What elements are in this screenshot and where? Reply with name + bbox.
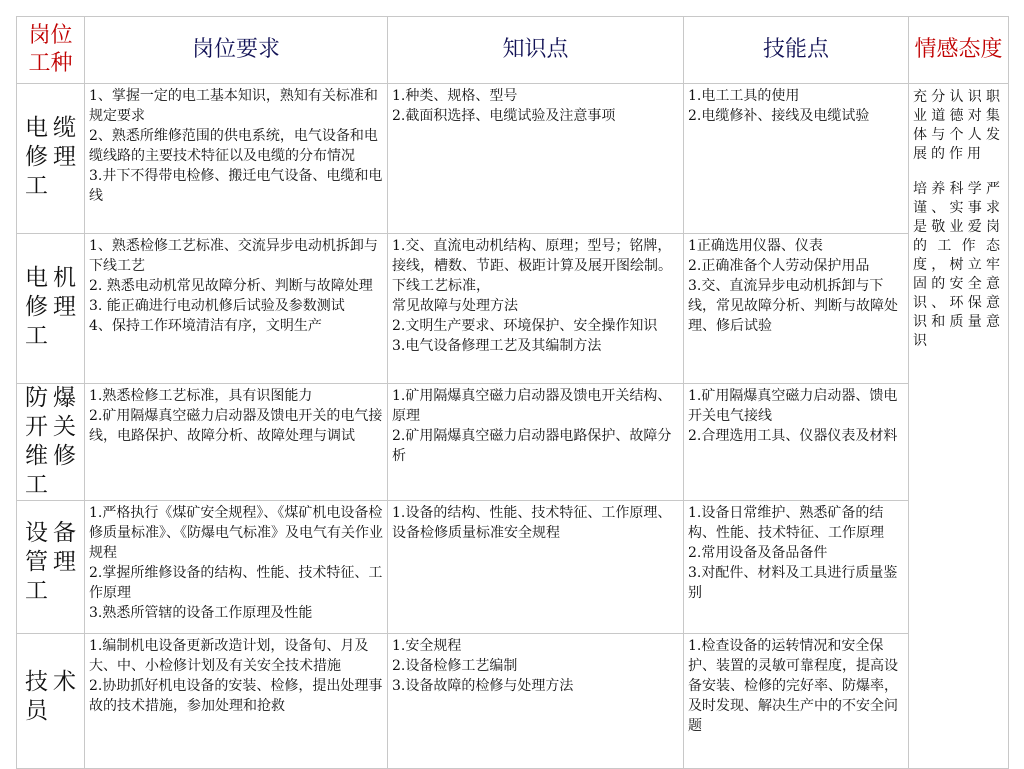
requirements-cell — [85, 384, 388, 501]
requirements-cell — [85, 234, 388, 384]
skills-cell — [684, 384, 909, 501]
skill-item: 1.矿用隔爆真空磁力启动器、馈电开关电气接线 — [688, 388, 898, 424]
requirements-cell — [85, 634, 388, 769]
attitude-item: 培养科学严谨、实事求是敬业爱岗的工作态度，树立牢固的安全意识、环保意识和质量意识 — [913, 181, 1004, 349]
knowledge-item: 1.矿用隔爆真空磁力启动器及馈电开关结构、原理 — [392, 388, 672, 424]
requirement-item: 1.严格执行《煤矿安全规程》、《煤矿机电设备检修质量标准》、《防爆电气标准》及电气有关作业规程 — [89, 505, 383, 561]
requirement-item: 3. 能正确进行电动机修后试验及参数测试 — [89, 298, 345, 314]
skill-item: 3.交、直流异步电动机拆卸与下线，常见故障分析、判断与故障处理、修后试验 — [688, 278, 898, 334]
job-type-cell: 电机修理工 — [17, 234, 85, 384]
skill-item: 2.电缆修补、接线及电缆试验 — [688, 108, 870, 124]
requirements-cell — [85, 84, 388, 234]
header-attitude: 情感态度 — [909, 17, 1009, 84]
skill-item: 1.检查设备的运转情况和安全保护、装置的灵敏可靠程度，提高设备安装、检修的完好率、防爆率，及时发现、解决生产中的不安全问题 — [688, 638, 898, 734]
table-row — [17, 384, 1009, 501]
requirement-item: 2.矿用隔爆真空磁力启动器及馈电开关的电气接线，电路保护、故障分析、故障处理与调试 — [89, 408, 383, 444]
requirement-item: 4、保持工作环境清洁有序，文明生产 — [89, 318, 322, 334]
knowledge-item: 1.安全规程 — [392, 638, 462, 654]
requirement-item: 1.编制机电设备更新改造计划，设备旬、月及大、中、小检修计划及有关安全技术措施 — [89, 638, 369, 674]
knowledge-cell — [388, 384, 684, 501]
skills-cell — [684, 234, 909, 384]
knowledge-cell — [388, 84, 684, 234]
requirement-item: 2.协助抓好机电设备的安装、检修，提出处理事故的技术措施，参加处理和抢救 — [89, 678, 383, 714]
skill-item: 3.对配件、材料及工具进行质量鉴别 — [688, 565, 898, 601]
header-skills: 技能点 — [684, 17, 909, 84]
job-type-cell: 防爆开关维修工 — [17, 384, 85, 501]
knowledge-item: 2.文明生产要求、环境保护、安全操作知识 — [392, 318, 658, 334]
requirement-item: 2. 熟悉电动机常见故障分析、判断与故障处理 — [89, 278, 373, 294]
header-job-type: 岗位工种 — [17, 17, 85, 84]
knowledge-item: 1.设备的结构、性能、技术特征、工作原理、设备检修质量标准安全规程 — [392, 505, 672, 541]
skills-cell — [684, 84, 909, 234]
knowledge-item: 2.截面积选择、电缆试验及注意事项 — [392, 108, 616, 124]
header-knowledge: 知识点 — [388, 17, 684, 84]
knowledge-cell — [388, 634, 684, 769]
table-row — [17, 234, 1009, 384]
requirement-item: 2.掌握所维修设备的结构、性能、技术特征、工作原理 — [89, 565, 383, 601]
header-requirements: 岗位要求 — [85, 17, 388, 84]
attitude-item: 充分认识职业道德对集体与个人发展的作用 — [913, 89, 1004, 162]
header-row — [17, 17, 1009, 84]
job-skills-table — [16, 16, 1009, 769]
attitude-cell — [909, 84, 1009, 769]
requirement-item: 1、掌握一定的电工基本知识，熟知有关标准和规定要求 — [89, 88, 378, 124]
skills-cell — [684, 501, 909, 634]
requirement-item: 1、熟悉检修工艺标准、交流异步电动机拆卸与下线工艺 — [89, 238, 378, 274]
job-type-cell: 电缆修理工 — [17, 84, 85, 234]
knowledge-item: 3.设备故障的检修与处理方法 — [392, 678, 574, 694]
skill-item: 2.合理选用工具、仪器仪表及材料 — [688, 428, 898, 444]
requirement-item: 3.井下不得带电检修、搬迁电气设备、电缆和电线 — [89, 168, 383, 204]
skill-item: 1.电工工具的使用 — [688, 88, 800, 104]
requirements-cell — [85, 501, 388, 634]
job-type-cell: 设备管理工 — [17, 501, 85, 634]
knowledge-item: 3.电气设备修理工艺及其编制方法 — [392, 338, 602, 354]
skill-item: 1.设备日常维护、熟悉矿备的结构、性能、技术特征、工作原理 — [688, 505, 884, 541]
requirement-item: 3.熟悉所管辖的设备工作原理及性能 — [89, 605, 313, 621]
table-row — [17, 501, 1009, 634]
skill-item: 2.正确准备个人劳动保护用品 — [688, 258, 870, 274]
requirement-item: 2、熟悉所维修范围的供电系统，电气设备和电缆线路的主要技术特征以及电缆的分布情况 — [89, 128, 378, 164]
job-type-cell: 技术员 — [17, 634, 85, 769]
knowledge-item: 1.种类、规格、型号 — [392, 88, 518, 104]
knowledge-item: 2.设备检修工艺编制 — [392, 658, 518, 674]
requirement-item: 1.熟悉检修工艺标准，具有识图能力 — [89, 388, 313, 404]
knowledge-cell — [388, 234, 684, 384]
skill-item: 1正确选用仪器、仪表 — [688, 238, 823, 254]
table-row — [17, 84, 1009, 234]
knowledge-item: 2.矿用隔爆真空磁力启动器电路保护、故障分析 — [392, 428, 672, 464]
knowledge-cell — [388, 501, 684, 634]
skills-cell — [684, 634, 909, 769]
knowledge-item: 1.交、直流电动机结构、原理；型号；铭牌，接线，槽数、节距、极距计算及展开图绘制。下线工艺标准， — [392, 238, 672, 294]
skill-item: 2.常用设备及备品备件 — [688, 545, 828, 561]
table-row — [17, 634, 1009, 769]
knowledge-item: 常见故障与处理方法 — [392, 298, 518, 314]
